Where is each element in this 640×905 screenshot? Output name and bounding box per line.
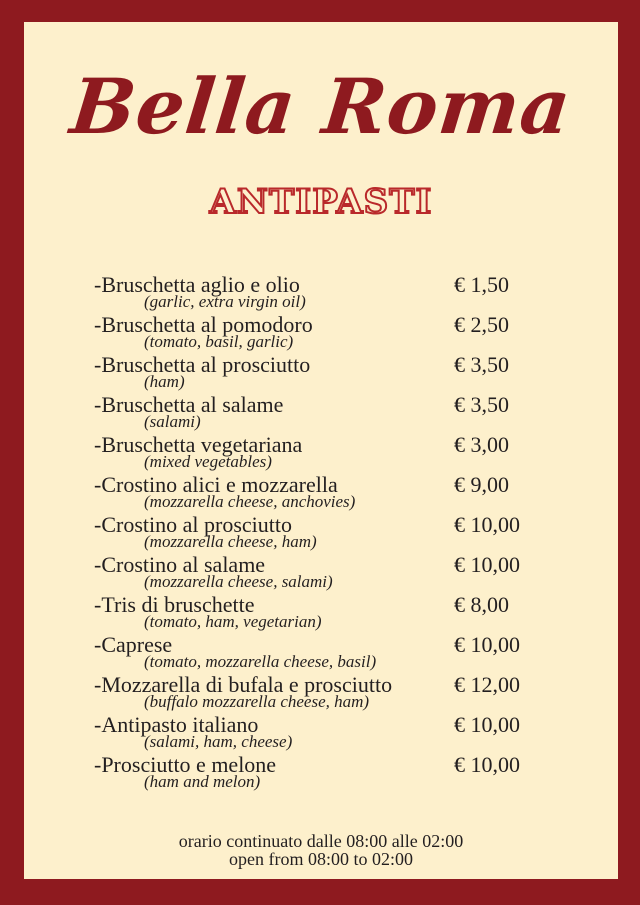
menu-item [94,592,564,632]
menu-item [94,472,564,512]
menu-item [94,632,564,672]
menu-item [94,752,564,792]
menu-item-price: € 9,00 [454,472,509,497]
menu-item-name: -Bruschetta vegetariana [94,432,303,457]
menu-item-price: € 3,50 [454,392,509,417]
opening-hours-italian: orario continuato dalle 08:00 alle 02:00 [178,831,464,851]
menu-item-price: € 8,00 [454,592,509,617]
menu-item-name: -Bruschetta al salame [94,392,284,417]
menu-item-price: € 1,50 [454,272,509,297]
menu-item-name: -Mozzarella di bufala e prosciutto [94,672,393,697]
menu-item-price: € 2,50 [454,312,509,337]
menu-item-description: (tomato, basil, garlic) [144,332,294,351]
menu-item-name: -Tris di bruschette [94,592,255,617]
section-title [24,182,618,222]
restaurant-title: Bella Roma [66,62,576,151]
menu-item [94,672,564,712]
menu-item [94,352,564,392]
section-title-text: ANTIPASTI [209,182,433,222]
menu-item-description: (mozzarella cheese, salami) [144,572,333,591]
menu-item [94,552,564,592]
menu-item-name: -Crostino al salame [94,552,266,577]
menu-item-description: (salami, ham, cheese) [144,732,293,751]
menu-item-name: -Caprese [94,632,173,657]
menu-item [94,392,564,432]
menu-item-name: -Crostino al prosciutto [94,512,292,537]
menu-item-name: -Crostino alici e mozzarella [94,472,338,497]
opening-hours-english: open from 08:00 to 02:00 [229,849,413,869]
menu-item-name: -Antipasto italiano [94,712,259,737]
menu-item-name: -Bruschetta al prosciutto [94,352,311,377]
menu-item [94,512,564,552]
menu-item-price: € 10,00 [454,512,520,537]
menu-item-price: € 3,50 [454,352,509,377]
opening-hours [24,832,618,868]
menu-item-description: (mixed vegetables) [144,452,272,471]
menu-items [94,272,564,792]
menu-item-description: (ham and melon) [144,772,261,791]
menu-page [24,22,618,879]
menu-item [94,272,564,312]
menu-item-price: € 10,00 [454,752,520,777]
menu-item-description: (buffalo mozzarella cheese, ham) [144,692,370,711]
menu-item-name: -Bruschetta aglio e olio [94,272,300,297]
menu-item [94,312,564,352]
menu-item-price: € 10,00 [454,552,520,577]
menu-item [94,712,564,752]
menu-item-description: (mozzarella cheese, ham) [144,532,317,551]
menu-item-description: (ham) [144,372,185,391]
menu-item-description: (tomato, ham, vegetarian) [144,612,322,631]
menu-item-description: (salami) [144,412,201,431]
menu-item-description: (mozzarella cheese, anchovies) [144,492,356,511]
menu-item-price: € 10,00 [454,632,520,657]
menu-item-name: -Bruschetta al pomodoro [94,312,313,337]
menu-item-name: -Prosciutto e melone [94,752,277,777]
menu-item-price: € 12,00 [454,672,520,697]
menu-item-price: € 3,00 [454,432,509,457]
menu-item-description: (tomato, mozzarella cheese, basil) [144,652,377,671]
menu-item [94,432,564,472]
menu-item-price: € 10,00 [454,712,520,737]
menu-item-description: (garlic, extra virgin oil) [144,292,306,311]
